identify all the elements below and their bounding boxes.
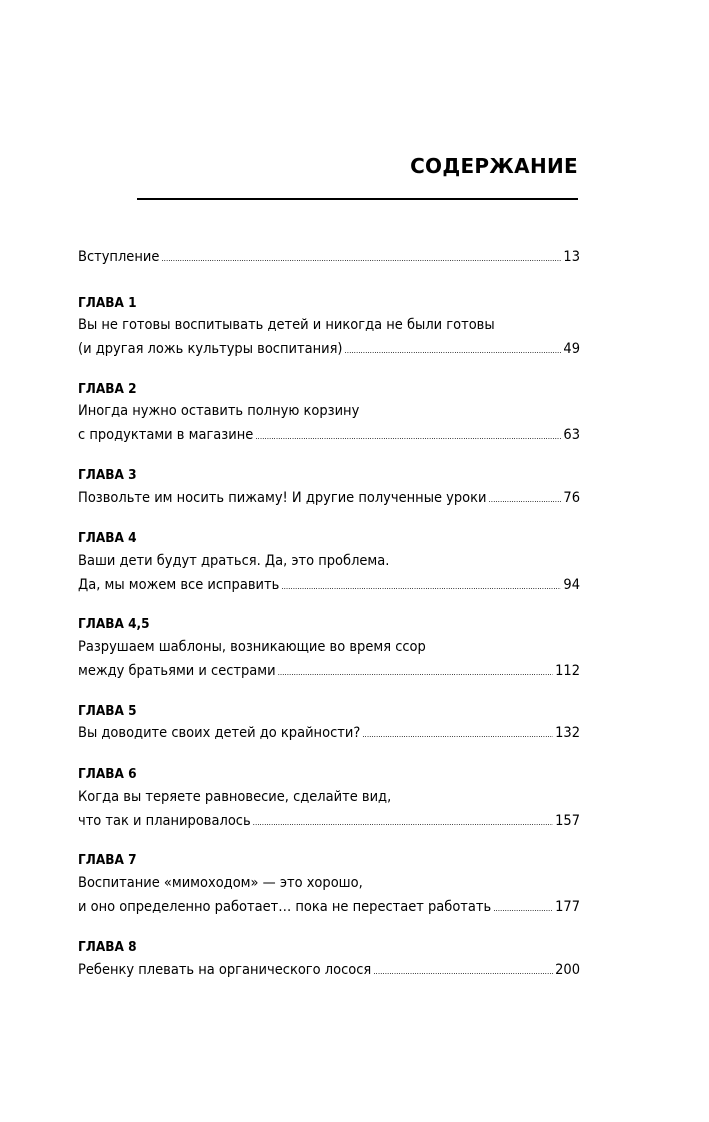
page-number: 76 bbox=[563, 490, 580, 506]
page-number: 132 bbox=[555, 725, 580, 741]
chapter-label: ГЛАВА 8 bbox=[78, 939, 137, 955]
chapter-label: ГЛАВА 1 bbox=[78, 295, 137, 311]
toc-entry-intro[interactable] bbox=[78, 245, 580, 269]
chapter-label: ГЛАВА 5 bbox=[78, 703, 137, 719]
page-number: 112 bbox=[555, 663, 580, 679]
chapter-label: ГЛАВА 4 bbox=[78, 530, 137, 546]
leader-dots bbox=[362, 723, 553, 747]
page-number: 13 bbox=[563, 249, 580, 265]
page-number: 63 bbox=[563, 427, 580, 443]
leader-dots bbox=[161, 247, 561, 271]
chapter-label: ГЛАВА 7 bbox=[78, 852, 137, 868]
page-title: СОДЕРЖАНИЕ bbox=[410, 154, 578, 178]
toc-entry-chapter-7[interactable] bbox=[78, 895, 580, 919]
entry-title: Позвольте им носить пижаму! И другие полученные уроки bbox=[78, 490, 487, 506]
toc-entry-chapter-2[interactable] bbox=[78, 423, 580, 447]
toc-entry-chapter-1[interactable] bbox=[78, 337, 580, 361]
entry-title: Вступление bbox=[78, 249, 160, 265]
toc-entry-chapter-5[interactable] bbox=[78, 721, 580, 745]
entry-title: Ваши дети будут драться. Да, это проблема. bbox=[78, 553, 390, 569]
toc-entry-chapter-4[interactable] bbox=[78, 573, 580, 597]
chapter-label: ГЛАВА 6 bbox=[78, 766, 137, 782]
entry-title: Вы не готовы воспитывать детей и никогда не были готовы bbox=[78, 317, 495, 333]
toc-entry-chapter-6[interactable] bbox=[78, 809, 580, 833]
chapter-label: ГЛАВА 4,5 bbox=[78, 616, 150, 632]
title-rule bbox=[137, 198, 578, 200]
leader-dots bbox=[281, 575, 561, 599]
leader-dots bbox=[253, 811, 553, 835]
entry-text-line bbox=[78, 313, 580, 337]
page-number: 49 bbox=[563, 341, 580, 357]
leader-dots bbox=[345, 339, 562, 363]
leader-dots bbox=[373, 960, 553, 984]
chapter-label: ГЛАВА 3 bbox=[78, 467, 137, 483]
entry-title: Ребенку плевать на органического лосося bbox=[78, 962, 372, 978]
entry-title: между братьями и сестрами bbox=[78, 663, 276, 679]
leader-dots bbox=[255, 425, 561, 449]
entry-title: что так и планировалось bbox=[78, 813, 251, 829]
entry-title: Иногда нужно оставить полную корзину bbox=[78, 403, 360, 419]
leader-dots bbox=[278, 661, 554, 685]
page-number: 177 bbox=[555, 899, 580, 915]
entry-title: Когда вы теряете равновесие, сделайте вид, bbox=[78, 789, 392, 805]
entry-text-line bbox=[78, 871, 580, 895]
entry-title: Разрушаем шаблоны, возникающие во время ссор bbox=[78, 639, 426, 655]
page-number: 200 bbox=[555, 962, 580, 978]
entry-text-line bbox=[78, 549, 580, 573]
entry-text-line bbox=[78, 635, 580, 659]
page-number: 157 bbox=[555, 813, 580, 829]
leader-dots bbox=[489, 488, 562, 512]
toc-entry-chapter-4-5[interactable] bbox=[78, 659, 580, 683]
entry-text-line bbox=[78, 399, 580, 423]
entry-text-line bbox=[78, 785, 580, 809]
entry-title: с продуктами в магазине bbox=[78, 427, 254, 443]
toc-entry-chapter-3[interactable] bbox=[78, 486, 580, 510]
entry-title: Да, мы можем все исправить bbox=[78, 577, 280, 593]
leader-dots bbox=[493, 897, 553, 921]
entry-title: Воспитание «мимоходом» — это хорошо, bbox=[78, 875, 363, 891]
entry-title: Вы доводите своих детей до крайности? bbox=[78, 725, 361, 741]
entry-title: и оно определенно работает… пока не перестает работать bbox=[78, 899, 492, 915]
toc-entry-chapter-8[interactable] bbox=[78, 958, 580, 982]
page-number: 94 bbox=[563, 577, 580, 593]
chapter-label: ГЛАВА 2 bbox=[78, 381, 137, 397]
entry-title: (и другая ложь культуры воспитания) bbox=[78, 341, 343, 357]
